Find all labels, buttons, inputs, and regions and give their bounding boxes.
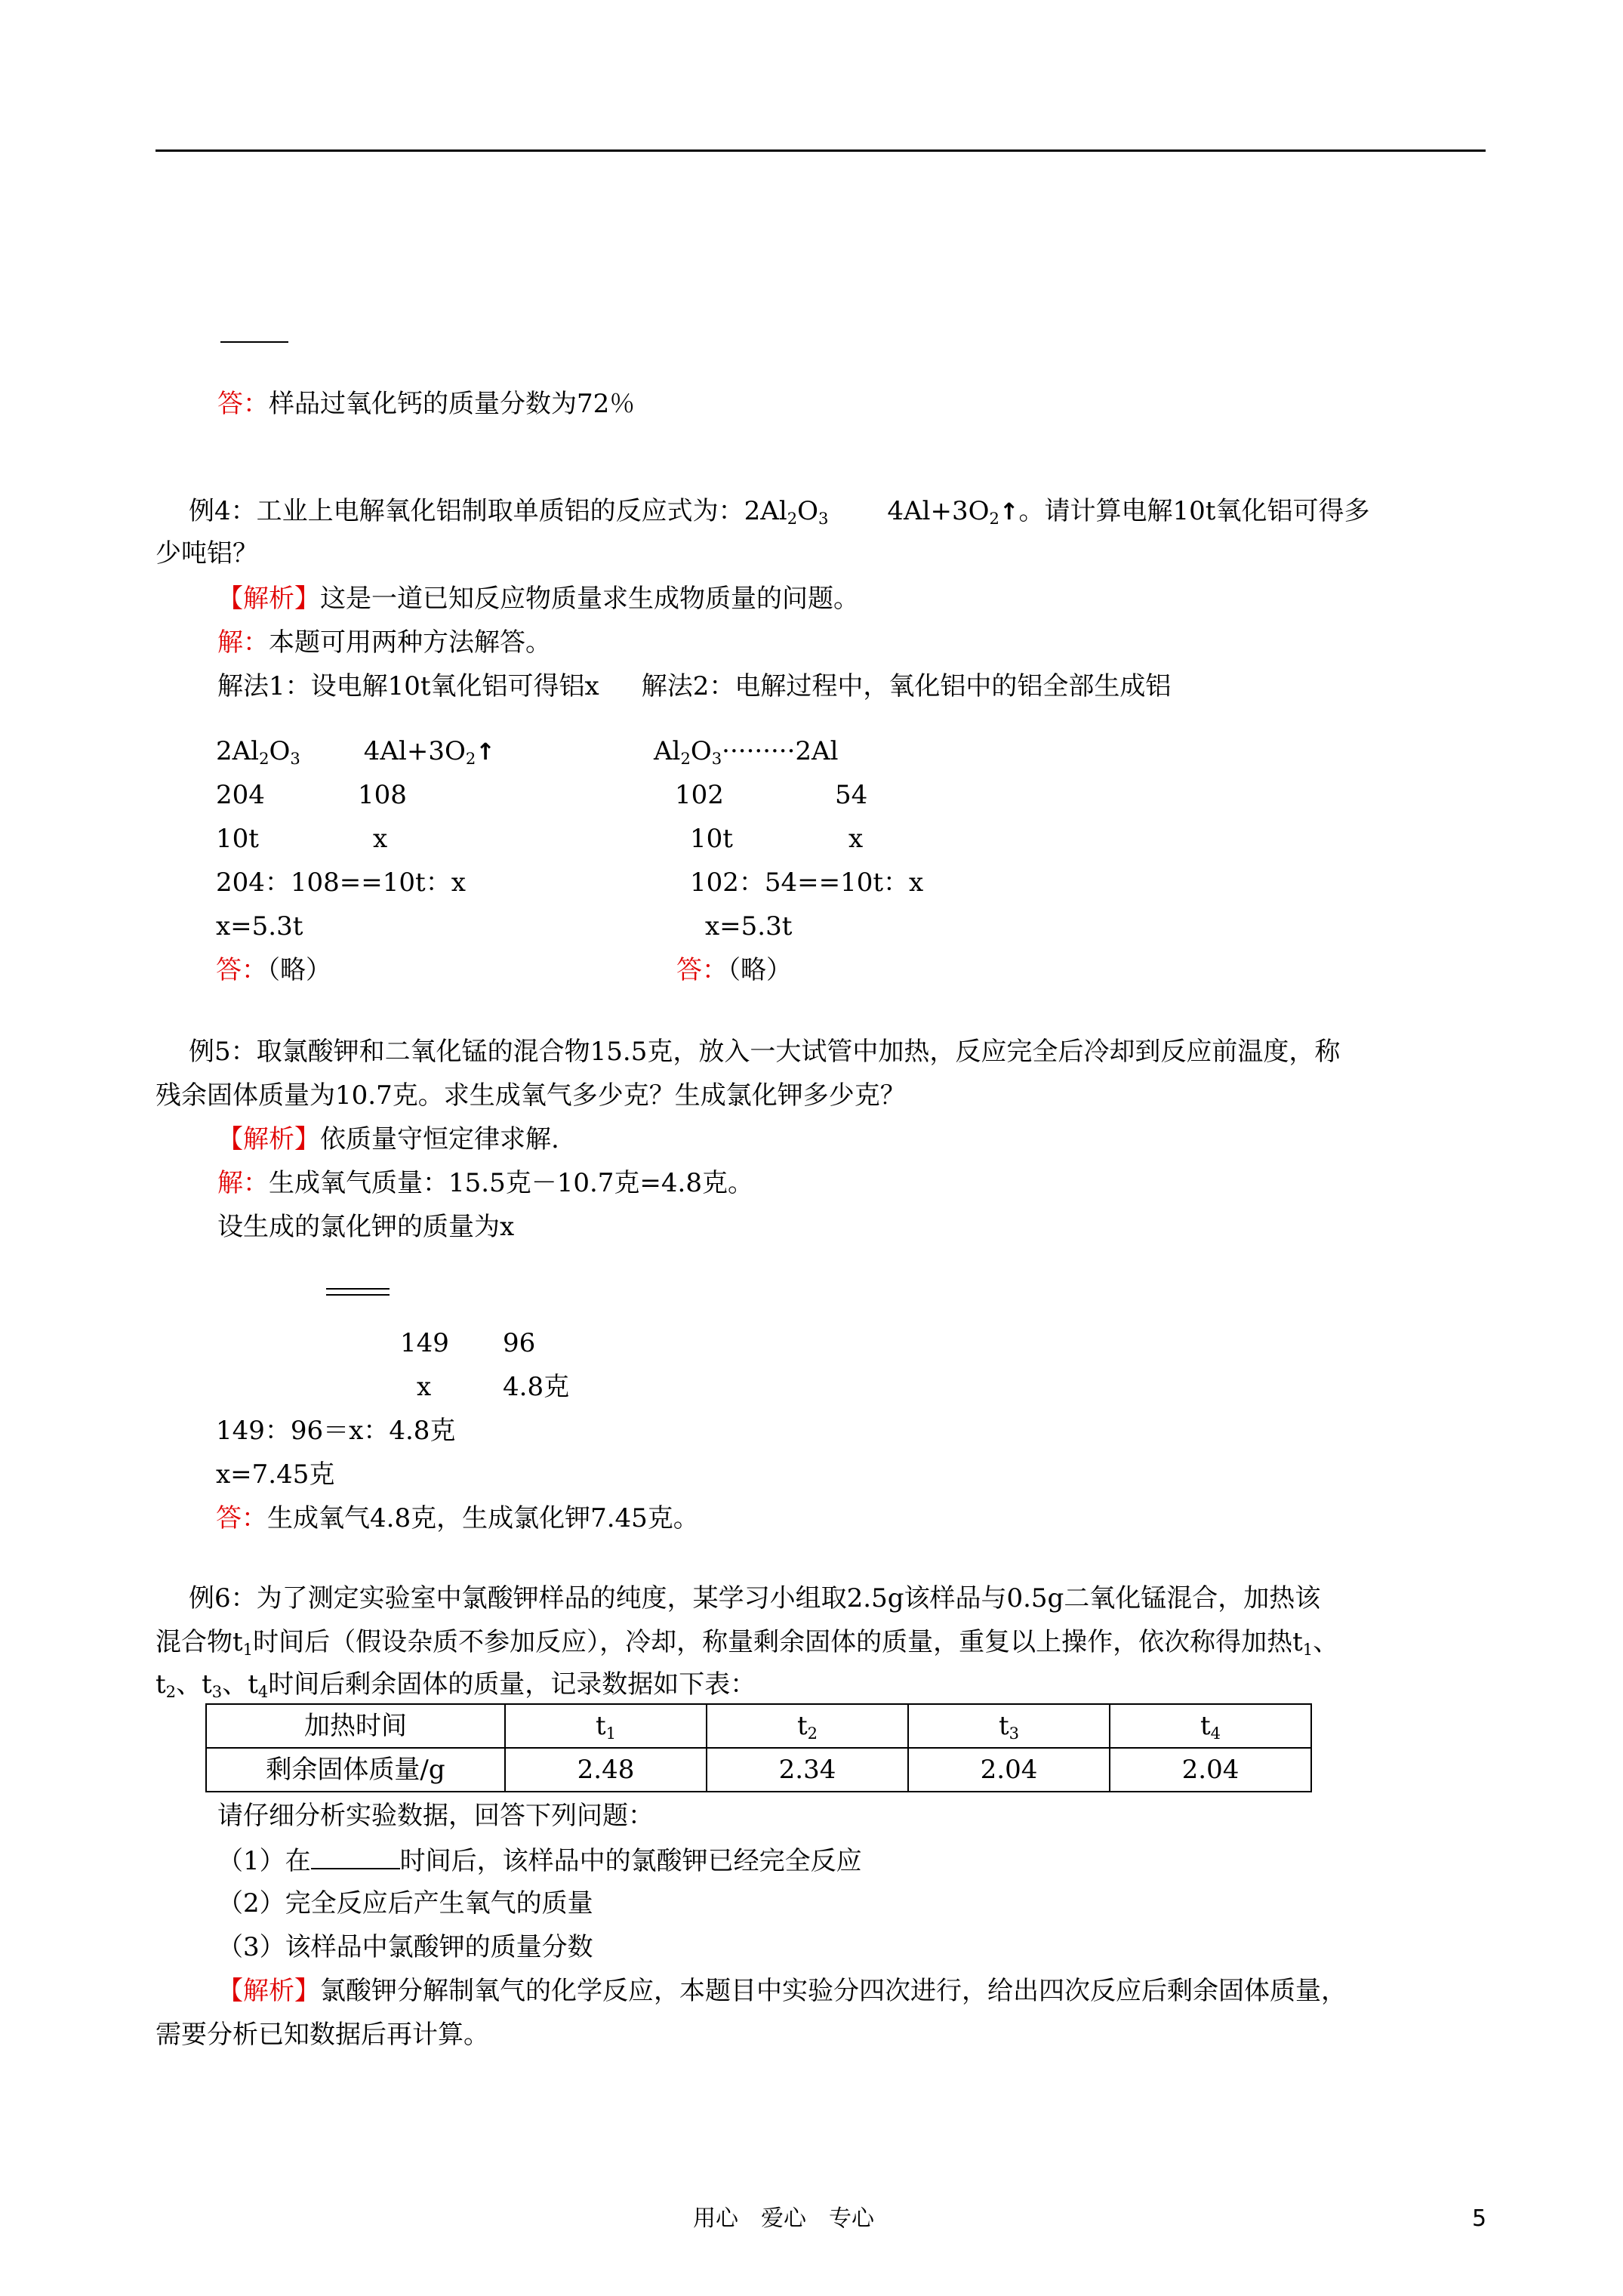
result-line: x=7.45克	[216, 1459, 335, 1490]
fill-blank	[311, 1847, 400, 1869]
question-2: （2）完全反应后产生氧气的质量	[217, 1888, 593, 1918]
analysis-line: 【解析】依质量守恒定律求解.	[217, 1124, 559, 1154]
data-table	[205, 1703, 1312, 1792]
footer-motto: 用心 爱心 专心	[693, 2205, 874, 2232]
example-6-question-cont2: $t_2$、$t_3$、$t_4$时间后剩余固体的质量，记录数据如下表：	[156, 1669, 756, 1701]
method1-equation: $2Al_2O_3$ $4Al+3O_2↑$	[216, 736, 495, 768]
answer-text: 样品过氧化钙的质量分数为72％	[269, 389, 636, 419]
example-5-question-cont: 残余固体质量为10.7克。求生成氧气多少克？生成氯化钾多少克？	[156, 1080, 906, 1111]
example-6-question: 例6：为了测定实验室中氯酸钾样品的纯度，某学习小组取2.5g该样品与0.5g二氧化锰混合，加热该	[189, 1583, 1321, 1613]
answer-label: 答：	[217, 389, 269, 419]
analysis-line-cont: 需要分析已知数据后再计算。	[156, 2020, 489, 2050]
method2-ratio: 102：54==10t：x	[690, 868, 924, 898]
kcl-unknown: x	[417, 1372, 432, 1402]
method1-mass-a: 204	[216, 780, 265, 810]
table-cell: 2.04	[1110, 1748, 1311, 1792]
table-row	[206, 1704, 1311, 1748]
table-header-cell: $t_3$	[908, 1704, 1110, 1748]
method2-relation: $Al_2O_3\cdot\cdot\cdot\cdot\cdot\cdot\cdot\cdot\cdot 2Al$	[654, 736, 839, 768]
answer-line: 答：生成氧气4.8克，生成氯化钾7.45克。	[216, 1503, 699, 1533]
table-cell: 2.04	[908, 1748, 1110, 1792]
table-header-cell: 加热时间	[206, 1704, 505, 1748]
instruction-line: 请仔细分析实验数据，回答下列问题：	[217, 1801, 654, 1831]
table-cell: 2.34	[707, 1748, 908, 1792]
fraction-line	[220, 341, 288, 343]
example-4-question: 例4：工业上电解氧化铝制取单质铝的反应式为：$2Al_2O_3$ $4Al+3O_2↑$。请计算电解10t氧化铝可得多	[189, 496, 1370, 528]
method2-result: x=5.3t	[705, 911, 793, 942]
page-number: 5	[1472, 2205, 1487, 2232]
equation-double-line-top	[326, 1288, 390, 1290]
up-arrow-icon: ↑	[999, 499, 1019, 525]
table-cell: 剩余固体质量/g	[206, 1748, 505, 1792]
equation-double-line-bottom	[326, 1294, 390, 1296]
method2-mass-a: 102	[675, 780, 724, 810]
example-5-question: 例5：取氯酸钾和二氧化锰的混合物15.5克，放入一大试管中加热，反应完全后冷却到反应前温度，称	[189, 1037, 1341, 1067]
method2-given: 10t	[690, 824, 733, 854]
o2-given: 4.8克	[503, 1372, 570, 1402]
method1-given: 10t	[216, 824, 259, 854]
table-row	[206, 1748, 1311, 1792]
solution-line: 解：生成氧气质量：15.5克－10.7克=4.8克。	[217, 1168, 753, 1198]
method1-ratio: 204：108==10t：x	[216, 868, 466, 898]
example-4-question-cont: 少吨铝？	[156, 538, 258, 569]
answer-line	[217, 391, 635, 417]
o2-mass: 96	[503, 1328, 536, 1358]
up-arrow-icon: ↑	[476, 739, 495, 766]
method1-mass-b: 108	[358, 780, 407, 810]
method-line: 解法1：设电解10t氧化铝可得铝x 解法2：电解过程中，氧化铝中的铝全部生成铝	[217, 671, 1172, 701]
example-6-question-cont: 混合物$t_1$时间后（假设杂质不参加反应），冷却，称量剩余固体的质量，重复以上操作，依次称得加热$t_1$、	[156, 1627, 1339, 1659]
solution-line: 解：本题可用两种方法解答。	[217, 627, 551, 658]
table-cell: 2.48	[505, 1748, 707, 1792]
analysis-line: 【解析】氯酸钾分解制氧气的化学反应，本题目中实验分四次进行，给出四次反应后剩余固体质量，	[217, 1976, 1347, 2006]
method2-answer: 答：（略）	[676, 955, 792, 985]
table-header-cell: $t_2$	[707, 1704, 908, 1748]
question-1: （1）在 时间后，该样品中的氯酸钾已经完全反应	[217, 1846, 862, 1876]
table-header-cell: $t_4$	[1110, 1704, 1311, 1748]
question-3: （3）该样品中氯酸钾的质量分数	[217, 1932, 593, 1962]
method2-mass-b: 54	[835, 780, 868, 810]
method2-unknown: x	[848, 824, 864, 854]
analysis-line: 【解析】这是一道已知反应物质量求生成物质量的问题。	[217, 584, 859, 614]
method1-answer: 答：（略）	[216, 955, 331, 985]
method1-unknown: x	[373, 824, 388, 854]
ratio-line: 149：96＝x：4.8克	[216, 1416, 456, 1446]
kcl-mass: 149	[400, 1328, 449, 1358]
table-header-cell: $t_1$	[505, 1704, 707, 1748]
header-rule	[156, 149, 1486, 152]
assumption-line: 设生成的氯化钾的质量为x	[217, 1212, 515, 1242]
method1-result: x=5.3t	[216, 911, 303, 942]
